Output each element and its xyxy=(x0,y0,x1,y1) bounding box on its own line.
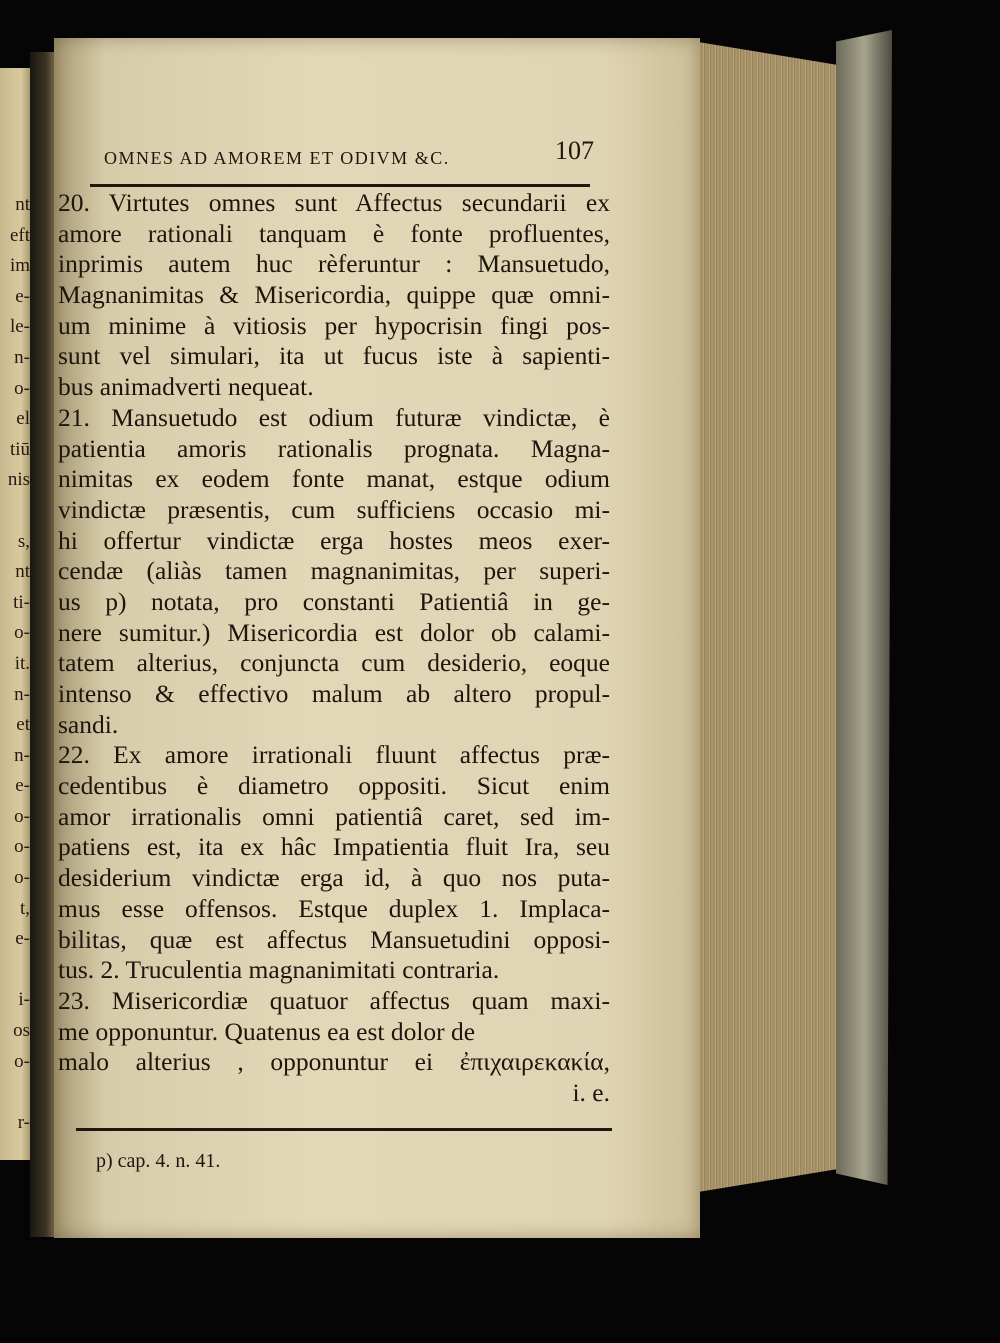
book-cover-board xyxy=(836,30,892,1185)
text-line: i. e. xyxy=(572,1077,610,1107)
text-line: um minime à vitiosis per hypocrisin fingi pos- xyxy=(58,310,610,340)
facing-page-fragment: os xyxy=(13,1020,30,1042)
facing-page-fragment: el xyxy=(16,408,30,430)
text-line: patiens est, ita ex hâc Impatientia fluit Ira, seu xyxy=(58,832,610,862)
facing-page-fragment xyxy=(0,496,30,527)
text-line: hi offertur vindictæ erga hostes meos exer- xyxy=(58,525,610,555)
facing-page-fragment: t, xyxy=(19,897,30,919)
text-line: cedentibus è diametro oppositi. Sicut enim xyxy=(58,771,610,801)
facing-page-fragment: n- xyxy=(14,683,30,705)
text-line: amor irrationalis omni patientiâ caret, sed im- xyxy=(58,801,610,831)
text-line: sunt vel simulari, ita ut fucus iste à sapienti- xyxy=(58,341,610,371)
text-line: 22. Ex amore irrationali fluunt affectus præ- xyxy=(58,740,610,770)
facing-page-fragment xyxy=(0,1077,30,1108)
page-number: 107 xyxy=(555,136,594,165)
text-line: sandi. xyxy=(58,709,119,739)
text-line: us p) notata, pro constanti Patientiâ in ge- xyxy=(58,586,610,616)
facing-page-fragment: ti- xyxy=(13,591,30,613)
facing-page-fragment: eft xyxy=(9,224,30,246)
text-line: 21. Mansuetudo est odium futuræ vindictæ, è xyxy=(58,402,610,432)
header-rule xyxy=(90,184,590,187)
text-line: nere sumitur.) Misericordia est dolor ob calami- xyxy=(58,617,610,647)
facing-page-fragment: o- xyxy=(14,622,30,644)
facing-page-fragment: tiū xyxy=(9,438,30,460)
text-line: bus animadverti nequeat. xyxy=(58,372,314,402)
text-line: vindictæ præsentis, cum sufficiens occasio mi- xyxy=(58,494,610,524)
page-header xyxy=(104,136,594,176)
text-line: amore rationali tanquam è fonte profluentes, xyxy=(58,218,610,248)
text-line: intenso & effectivo malum ab altero propul- xyxy=(58,679,610,708)
facing-page-fragment: o- xyxy=(14,1050,30,1072)
running-head: OMNES AD AMOREM ET ODIVM &C. xyxy=(104,148,450,168)
facing-page-fragment: i- xyxy=(18,989,30,1011)
text-line: tatem alterius, conjuncta cum desiderio, eoque xyxy=(58,648,610,678)
text-line: tus. 2. Truculentia magnanimitati contraria. xyxy=(58,955,500,985)
facing-page-text-fragments xyxy=(0,68,30,1138)
book-gutter xyxy=(30,52,56,1237)
text-line: malo alterius , opponuntur ei ἐπιχαιρεκακία, xyxy=(58,1047,610,1077)
facing-page-fragment: nt xyxy=(15,194,30,215)
facing-page-fragment: n- xyxy=(14,346,30,368)
facing-page-fragment: it. xyxy=(14,652,30,674)
facing-page-fragment: o- xyxy=(14,377,30,399)
footnote: p) cap. 4. n. 41. xyxy=(96,1150,221,1172)
facing-page-fragment: et xyxy=(16,714,30,736)
text-line: 23. Misericordiæ quatuor affectus quam maxi- xyxy=(58,985,610,1015)
text-line: bilitas, quæ est affectus Mansuetudini opposi- xyxy=(58,924,610,954)
facing-page-edge xyxy=(0,68,30,1160)
text-line: 20. Virtutes omnes sunt Affectus secundarii ex xyxy=(58,188,610,217)
text-line: mus esse offensos. Estque duplex 1. Implaca- xyxy=(58,893,610,923)
facing-page-fragment: s, xyxy=(17,530,30,552)
body-text xyxy=(58,188,610,1109)
text-line: cendæ (aliàs tamen magnanimitas, per superi- xyxy=(58,556,610,586)
facing-page-fragment: e- xyxy=(15,285,30,307)
facing-page-fragment: e- xyxy=(15,928,30,950)
facing-page-fragment: o- xyxy=(14,836,30,858)
facing-page-fragment: e- xyxy=(15,775,30,797)
facing-page-fragment xyxy=(0,955,30,986)
facing-page-fragment: o- xyxy=(14,805,30,827)
text-line: me opponuntur. Quatenus ea est dolor de xyxy=(58,1016,476,1046)
facing-page-fragment: im xyxy=(9,255,30,277)
facing-page-fragment: le- xyxy=(9,316,30,338)
text-line: patientia amoris rationalis prognata. Magna- xyxy=(58,433,610,463)
page-block-edge xyxy=(698,42,838,1192)
facing-page-fragment: nt xyxy=(15,561,30,583)
facing-page-fragment: r- xyxy=(17,1111,30,1133)
text-line: Magnanimitas & Misericordia, quippe quæ omni- xyxy=(58,280,610,310)
text-line: inprimis autem huc rèferuntur : Mansuetudo, xyxy=(58,249,610,279)
facing-page-fragment: nis xyxy=(7,469,30,491)
text-line: nimitas ex eodem fonte manat, estque odium xyxy=(58,464,610,494)
facing-page-fragment: n- xyxy=(14,744,30,766)
footnote-rule xyxy=(76,1128,612,1131)
text-line: desiderium vindictæ erga id, à quo nos puta- xyxy=(58,863,610,893)
facing-page-fragment: o- xyxy=(14,867,30,889)
